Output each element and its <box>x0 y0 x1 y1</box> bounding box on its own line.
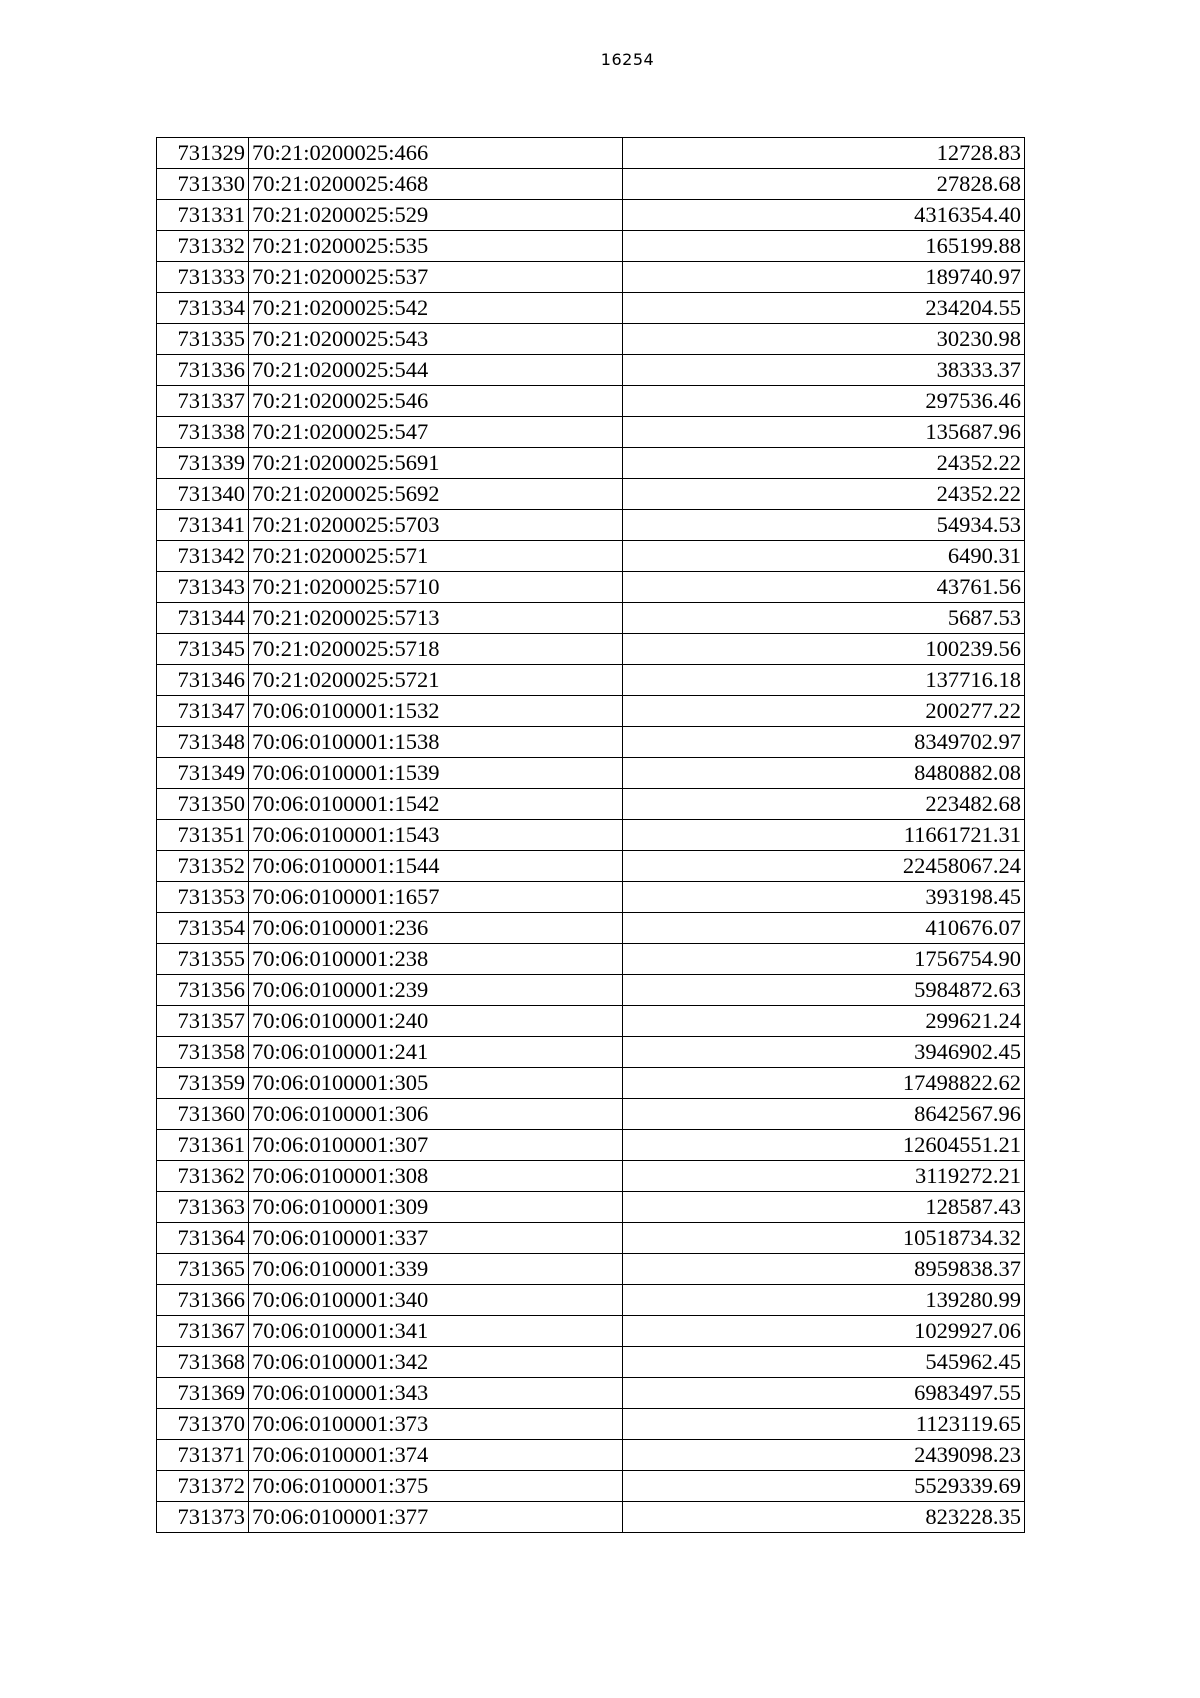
value-cell: 393198.45 <box>623 882 1025 913</box>
table-row <box>157 975 1025 1006</box>
table-row <box>157 138 1025 169</box>
row-id-cell: 731349 <box>157 758 249 789</box>
table-row <box>157 1440 1025 1471</box>
row-id-cell: 731346 <box>157 665 249 696</box>
cadastral-number-cell: 70:21:0200025:468 <box>249 169 623 200</box>
table-row <box>157 1192 1025 1223</box>
row-id-cell: 731353 <box>157 882 249 913</box>
value-cell: 3119272.21 <box>623 1161 1025 1192</box>
value-cell: 6490.31 <box>623 541 1025 572</box>
value-cell: 27828.68 <box>623 169 1025 200</box>
table-row <box>157 882 1025 913</box>
cadastral-number-cell: 70:06:0100001:238 <box>249 944 623 975</box>
table-row <box>157 851 1025 882</box>
cadastral-number-cell: 70:21:0200025:537 <box>249 262 623 293</box>
row-id-cell: 731339 <box>157 448 249 479</box>
table-row <box>157 634 1025 665</box>
value-cell: 234204.55 <box>623 293 1025 324</box>
row-id-cell: 731341 <box>157 510 249 541</box>
row-id-cell: 731338 <box>157 417 249 448</box>
table-row <box>157 944 1025 975</box>
table-body <box>157 138 1025 1533</box>
row-id-cell: 731342 <box>157 541 249 572</box>
page-number: 16254 <box>600 50 655 69</box>
cadastral-number-cell: 70:06:0100001:1539 <box>249 758 623 789</box>
cadastral-number-cell: 70:06:0100001:1543 <box>249 820 623 851</box>
row-id-cell: 731331 <box>157 200 249 231</box>
row-id-cell: 731362 <box>157 1161 249 1192</box>
cadastral-number-cell: 70:21:0200025:544 <box>249 355 623 386</box>
row-id-cell: 731345 <box>157 634 249 665</box>
table-row <box>157 1378 1025 1409</box>
cadastral-number-cell: 70:21:0200025:5721 <box>249 665 623 696</box>
value-cell: 1123119.65 <box>623 1409 1025 1440</box>
row-id-cell: 731347 <box>157 696 249 727</box>
table-row <box>157 324 1025 355</box>
cadastral-number-cell: 70:06:0100001:374 <box>249 1440 623 1471</box>
cadastral-number-cell: 70:06:0100001:307 <box>249 1130 623 1161</box>
value-cell: 8959838.37 <box>623 1254 1025 1285</box>
row-id-cell: 731332 <box>157 231 249 262</box>
cadastral-number-cell: 70:21:0200025:542 <box>249 293 623 324</box>
table-row <box>157 1068 1025 1099</box>
value-cell: 54934.53 <box>623 510 1025 541</box>
value-cell: 24352.22 <box>623 479 1025 510</box>
value-cell: 139280.99 <box>623 1285 1025 1316</box>
table-row <box>157 200 1025 231</box>
cadastral-number-cell: 70:06:0100001:1657 <box>249 882 623 913</box>
value-cell: 2439098.23 <box>623 1440 1025 1471</box>
value-cell: 823228.35 <box>623 1502 1025 1533</box>
table-row <box>157 572 1025 603</box>
value-cell: 410676.07 <box>623 913 1025 944</box>
row-id-cell: 731365 <box>157 1254 249 1285</box>
cadastral-number-cell: 70:06:0100001:306 <box>249 1099 623 1130</box>
table-row <box>157 231 1025 262</box>
row-id-cell: 731366 <box>157 1285 249 1316</box>
value-cell: 297536.46 <box>623 386 1025 417</box>
table-row <box>157 541 1025 572</box>
value-cell: 8480882.08 <box>623 758 1025 789</box>
row-id-cell: 731351 <box>157 820 249 851</box>
cadastral-number-cell: 70:06:0100001:339 <box>249 1254 623 1285</box>
row-id-cell: 731370 <box>157 1409 249 1440</box>
cadastral-number-cell: 70:06:0100001:308 <box>249 1161 623 1192</box>
table-row <box>157 758 1025 789</box>
row-id-cell: 731340 <box>157 479 249 510</box>
value-cell: 189740.97 <box>623 262 1025 293</box>
table-row <box>157 1502 1025 1533</box>
value-cell: 30230.98 <box>623 324 1025 355</box>
row-id-cell: 731372 <box>157 1471 249 1502</box>
value-cell: 5529339.69 <box>623 1471 1025 1502</box>
row-id-cell: 731335 <box>157 324 249 355</box>
row-id-cell: 731348 <box>157 727 249 758</box>
cadastral-number-cell: 70:21:0200025:466 <box>249 138 623 169</box>
cadastral-number-cell: 70:06:0100001:341 <box>249 1316 623 1347</box>
table-row <box>157 913 1025 944</box>
cadastral-number-cell: 70:06:0100001:1538 <box>249 727 623 758</box>
cadastral-number-cell: 70:06:0100001:342 <box>249 1347 623 1378</box>
value-cell: 165199.88 <box>623 231 1025 262</box>
cadastral-number-cell: 70:21:0200025:5718 <box>249 634 623 665</box>
row-id-cell: 731368 <box>157 1347 249 1378</box>
value-cell: 11661721.31 <box>623 820 1025 851</box>
value-cell: 299621.24 <box>623 1006 1025 1037</box>
cadastral-number-cell: 70:21:0200025:543 <box>249 324 623 355</box>
row-id-cell: 731333 <box>157 262 249 293</box>
table-row <box>157 696 1025 727</box>
cadastral-number-cell: 70:21:0200025:571 <box>249 541 623 572</box>
table-row <box>157 1471 1025 1502</box>
cadastral-number-cell: 70:21:0200025:546 <box>249 386 623 417</box>
cadastral-number-cell: 70:06:0100001:340 <box>249 1285 623 1316</box>
cadastral-number-cell: 70:21:0200025:535 <box>249 231 623 262</box>
value-cell: 1756754.90 <box>623 944 1025 975</box>
row-id-cell: 731364 <box>157 1223 249 1254</box>
row-id-cell: 731367 <box>157 1316 249 1347</box>
row-id-cell: 731371 <box>157 1440 249 1471</box>
table-row <box>157 448 1025 479</box>
table-row <box>157 169 1025 200</box>
cadastral-number-cell: 70:21:0200025:5713 <box>249 603 623 634</box>
cadastral-value-table <box>156 137 1025 1533</box>
row-id-cell: 731360 <box>157 1099 249 1130</box>
row-id-cell: 731356 <box>157 975 249 1006</box>
table-row <box>157 1006 1025 1037</box>
value-cell: 223482.68 <box>623 789 1025 820</box>
value-cell: 100239.56 <box>623 634 1025 665</box>
table-row <box>157 1347 1025 1378</box>
table-row <box>157 727 1025 758</box>
value-cell: 135687.96 <box>623 417 1025 448</box>
row-id-cell: 731354 <box>157 913 249 944</box>
value-cell: 6983497.55 <box>623 1378 1025 1409</box>
value-cell: 3946902.45 <box>623 1037 1025 1068</box>
table-row <box>157 820 1025 851</box>
row-id-cell: 731336 <box>157 355 249 386</box>
value-cell: 8642567.96 <box>623 1099 1025 1130</box>
row-id-cell: 731369 <box>157 1378 249 1409</box>
cadastral-number-cell: 70:21:0200025:547 <box>249 417 623 448</box>
table-row <box>157 1130 1025 1161</box>
cadastral-number-cell: 70:06:0100001:241 <box>249 1037 623 1068</box>
cadastral-number-cell: 70:06:0100001:1542 <box>249 789 623 820</box>
row-id-cell: 731363 <box>157 1192 249 1223</box>
row-id-cell: 731334 <box>157 293 249 324</box>
row-id-cell: 731359 <box>157 1068 249 1099</box>
table-row <box>157 262 1025 293</box>
row-id-cell: 731329 <box>157 138 249 169</box>
value-cell: 12604551.21 <box>623 1130 1025 1161</box>
table-row <box>157 1037 1025 1068</box>
table-row <box>157 510 1025 541</box>
value-cell: 10518734.32 <box>623 1223 1025 1254</box>
cadastral-number-cell: 70:06:0100001:236 <box>249 913 623 944</box>
row-id-cell: 731350 <box>157 789 249 820</box>
row-id-cell: 731344 <box>157 603 249 634</box>
row-id-cell: 731352 <box>157 851 249 882</box>
cadastral-number-cell: 70:06:0100001:373 <box>249 1409 623 1440</box>
cadastral-number-cell: 70:21:0200025:529 <box>249 200 623 231</box>
table-row <box>157 1161 1025 1192</box>
cadastral-number-cell: 70:06:0100001:337 <box>249 1223 623 1254</box>
value-cell: 1029927.06 <box>623 1316 1025 1347</box>
table-row <box>157 665 1025 696</box>
cadastral-number-cell: 70:06:0100001:305 <box>249 1068 623 1099</box>
cadastral-number-cell: 70:21:0200025:5691 <box>249 448 623 479</box>
value-cell: 128587.43 <box>623 1192 1025 1223</box>
cadastral-number-cell: 70:21:0200025:5692 <box>249 479 623 510</box>
cadastral-number-cell: 70:06:0100001:1544 <box>249 851 623 882</box>
cadastral-number-cell: 70:21:0200025:5710 <box>249 572 623 603</box>
row-id-cell: 731373 <box>157 1502 249 1533</box>
value-cell: 4316354.40 <box>623 200 1025 231</box>
value-cell: 200277.22 <box>623 696 1025 727</box>
value-cell: 17498822.62 <box>623 1068 1025 1099</box>
value-cell: 137716.18 <box>623 665 1025 696</box>
value-cell: 24352.22 <box>623 448 1025 479</box>
cadastral-number-cell: 70:06:0100001:309 <box>249 1192 623 1223</box>
row-id-cell: 731343 <box>157 572 249 603</box>
table-row <box>157 1285 1025 1316</box>
table-row <box>157 355 1025 386</box>
row-id-cell: 731357 <box>157 1006 249 1037</box>
cadastral-number-cell: 70:06:0100001:1532 <box>249 696 623 727</box>
value-cell: 43761.56 <box>623 572 1025 603</box>
table-row <box>157 479 1025 510</box>
table-row <box>157 1223 1025 1254</box>
table-row <box>157 293 1025 324</box>
row-id-cell: 731337 <box>157 386 249 417</box>
row-id-cell: 731361 <box>157 1130 249 1161</box>
table-row <box>157 603 1025 634</box>
table-row <box>157 1409 1025 1440</box>
value-cell: 5984872.63 <box>623 975 1025 1006</box>
cadastral-number-cell: 70:06:0100001:239 <box>249 975 623 1006</box>
table-row <box>157 417 1025 448</box>
cadastral-number-cell: 70:06:0100001:343 <box>249 1378 623 1409</box>
row-id-cell: 731358 <box>157 1037 249 1068</box>
cadastral-number-cell: 70:06:0100001:375 <box>249 1471 623 1502</box>
value-cell: 5687.53 <box>623 603 1025 634</box>
table-row <box>157 1254 1025 1285</box>
value-cell: 38333.37 <box>623 355 1025 386</box>
cadastral-number-cell: 70:06:0100001:377 <box>249 1502 623 1533</box>
value-cell: 22458067.24 <box>623 851 1025 882</box>
cadastral-number-cell: 70:21:0200025:5703 <box>249 510 623 541</box>
table-row <box>157 1316 1025 1347</box>
value-cell: 545962.45 <box>623 1347 1025 1378</box>
value-cell: 8349702.97 <box>623 727 1025 758</box>
row-id-cell: 731355 <box>157 944 249 975</box>
value-cell: 12728.83 <box>623 138 1025 169</box>
table-row <box>157 789 1025 820</box>
table-row <box>157 386 1025 417</box>
row-id-cell: 731330 <box>157 169 249 200</box>
cadastral-number-cell: 70:06:0100001:240 <box>249 1006 623 1037</box>
table-row <box>157 1099 1025 1130</box>
